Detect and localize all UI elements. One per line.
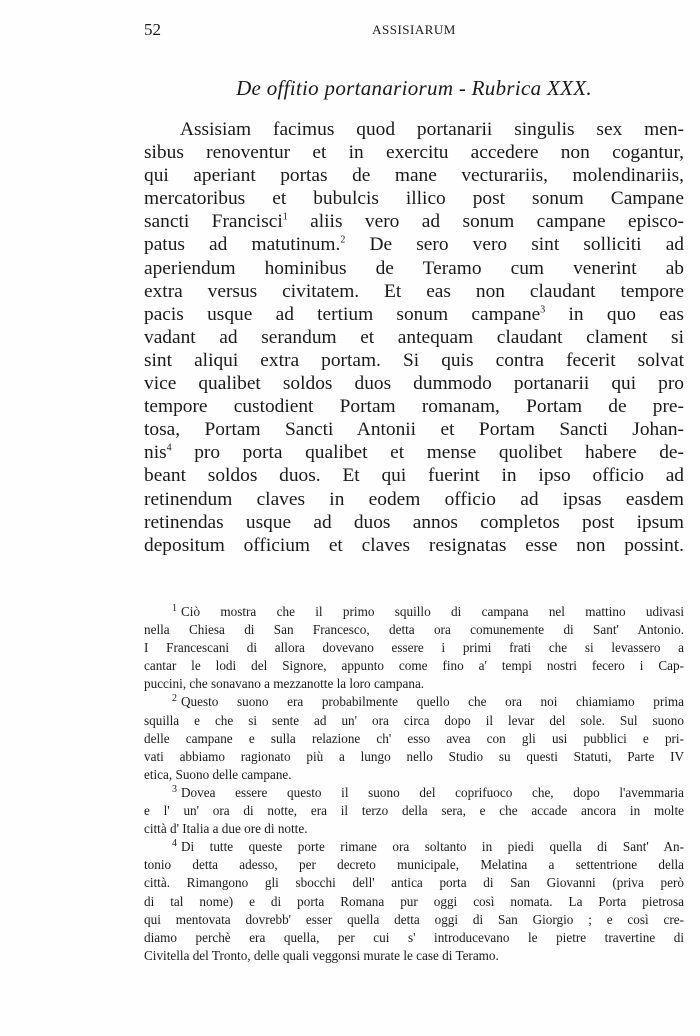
footnote-text: qui mentovata dovrebb' esser quella detta oggi di San Giorgio ; e così cre- (144, 911, 684, 927)
footnotes (144, 603, 684, 965)
footnote-text: squilla e che si sente ad un' ora circa dopo il levar del sole. Sul suono (144, 712, 684, 728)
text-line (144, 488, 684, 511)
text-line-content: nis (144, 442, 167, 464)
footnote-text: puccini, che sonavano a mezzanotte la loro campana. (144, 676, 425, 692)
text-line-content: extra versus civitatem. Et eas non claudant tempore (144, 280, 684, 302)
footnote-text: città d' Italia a due ore di notte. (144, 821, 308, 837)
footnote-text: Dovea essere questo il suono del coprifuoco che, dopo l'avemmaria (181, 784, 684, 800)
footnote-line (144, 730, 684, 748)
footnote-text: I Francescani di allora dovevano essere i primi frati che si levassero a (144, 640, 684, 656)
footnote-line (144, 838, 684, 856)
text-line (144, 303, 684, 326)
footnote-text: tonio detta adesso, per decreto municipale, Melatina a settentrione della (144, 857, 684, 873)
text-line (144, 511, 684, 534)
rubric-heading: De offitio portanariorum - Rubrica XXX. (236, 76, 592, 100)
text-line-content: patus ad matutinum. (144, 234, 341, 256)
footnote-number: 4 (172, 837, 177, 849)
text-line-continuation: pro porta qualibet et mense quolibet habere de- (171, 442, 684, 464)
footnote-line (144, 766, 684, 784)
text-line (144, 257, 684, 280)
text-line-content: mercatoribus et bubulcis illico post sonum Campane (144, 188, 684, 210)
footnote-ref: 2 (340, 235, 346, 246)
footnote-line (144, 856, 684, 874)
text-line-content: retinendas usque ad duos annos completos post ipsum (144, 511, 684, 533)
footnote-ref: 4 (166, 442, 172, 454)
text-line (144, 233, 684, 256)
footnote-text: delle campane e sulla relazione ch' esso avea con gli usi pubblici e pri- (144, 730, 684, 746)
text-line-content: sancti Francisci (144, 211, 283, 233)
page-number: 52 (144, 20, 161, 39)
text-line (144, 118, 684, 141)
footnote-line (144, 893, 684, 911)
text-line-content: pacis usque ad tertium sonum campane (144, 303, 541, 325)
footnote-line (144, 639, 684, 657)
footnote-line (144, 874, 684, 892)
text-line (144, 395, 684, 418)
text-line-content: tosa, Portam Sancti Antonii et Portam Sancti Johan- (144, 419, 684, 441)
main-text-body (144, 118, 684, 557)
footnote-line (144, 820, 684, 838)
text-line-continuation: aliis vero ad sonum campane episco- (287, 211, 685, 233)
footnote-text: Di tutte queste porte rimane ora soltanto in piedi quella di Sant' An- (181, 839, 684, 855)
footnote-ref: 1 (282, 211, 288, 223)
text-line-content: qui aperiant portas de mane vecturariis, molendinariis, (144, 165, 684, 187)
footnote-line (144, 947, 684, 965)
footnote-ref: 3 (540, 304, 546, 316)
text-line-content: Assisiam facimus quod portanarii singulis sex men- (180, 119, 684, 140)
footnote-text: diamo perchè era quella, per cui s' introducevano le pietre travertine di (144, 929, 684, 945)
running-title: ASSISIARUM (372, 22, 456, 37)
text-line (144, 326, 684, 349)
footnote-line (144, 802, 684, 820)
text-line-content: depositum officium et claves resignatas esse non possint. (144, 534, 684, 556)
footnote-number: 2 (172, 693, 177, 705)
footnote-line (144, 748, 684, 766)
footnote-text: Questo suono era probabilmente quello che ora noi chiamiamo prima (181, 694, 684, 710)
footnote-line (144, 784, 684, 802)
footnote-line (144, 911, 684, 929)
footnote-text: città. Rimangono gli sbocchi dell' antica porta di San Giovanni (priva però (144, 875, 684, 891)
footnote-line (144, 603, 684, 621)
text-line-content: vice qualibet soldos duos dummodo portanarii qui pro (144, 373, 684, 395)
text-line (144, 164, 684, 187)
text-line (144, 280, 684, 303)
text-line-content: beant soldos duos. Et qui fuerint in ipso officio ad (144, 465, 684, 487)
text-line (144, 349, 684, 372)
footnote-line (144, 621, 684, 639)
footnote-number: 1 (172, 602, 177, 614)
footnote-line (144, 929, 684, 947)
text-line-content: sint aliqui extra portam. Si quis contra fecerit solvat (144, 349, 684, 371)
footnote-line (144, 657, 684, 675)
text-line-continuation: in quo eas (545, 303, 684, 325)
text-line (144, 141, 684, 164)
footnote-number: 3 (172, 783, 177, 795)
text-line (144, 464, 684, 487)
text-line (144, 441, 684, 464)
footnote-text: vati abbiamo ragionato più a lungo nello Studio su questi Statuti, Parte IV (144, 748, 684, 764)
text-line (144, 534, 684, 557)
footnote-line (144, 693, 684, 711)
text-line-continuation: De sero vero sint solliciti ad (345, 234, 684, 256)
text-line (144, 210, 684, 233)
text-line-content: aperiendum hominibus de Teramo cum venerint ab (144, 257, 684, 279)
text-line-content: sibus renoventur et in exercitu accedere non cogantur, (144, 142, 684, 164)
text-line (144, 372, 684, 395)
footnote-text: Civitella del Tronto, delle quali veggonsi murate le case di Teramo. (144, 947, 499, 963)
footnote-text: cantar le lodi del Signore, appunto come fino a' tempi nostri fecero i Cap- (144, 658, 684, 674)
footnote-line (144, 675, 684, 693)
text-line-content: retinendum claves in eodem officio ad ipsas easdem (144, 488, 684, 510)
running-header (144, 20, 684, 44)
footnote-text: e l' un' ora di notte, era il terzo della sera, e che accade ancora in molte (144, 803, 684, 819)
footnote-text: Ciò mostra che il primo squillo di campana nel mattino udivasi (181, 604, 684, 619)
footnote-text: nella Chiesa di San Francesco, detta ora comunemente di Sant' Antonio. (144, 622, 684, 638)
text-line-content: vadant ad serandum et antequam claudant clament si (144, 326, 684, 348)
footnote-line (144, 712, 684, 730)
text-line (144, 187, 684, 210)
footnote-text: di tal nome) e di porta Romana pur oggi così nomata. La Porta pietrosa (144, 893, 684, 909)
footnote-text: etica, Suono delle campane. (144, 766, 292, 782)
text-line-content: tempore custodient Portam romanam, Portam de pre- (144, 396, 684, 418)
text-line (144, 418, 684, 441)
